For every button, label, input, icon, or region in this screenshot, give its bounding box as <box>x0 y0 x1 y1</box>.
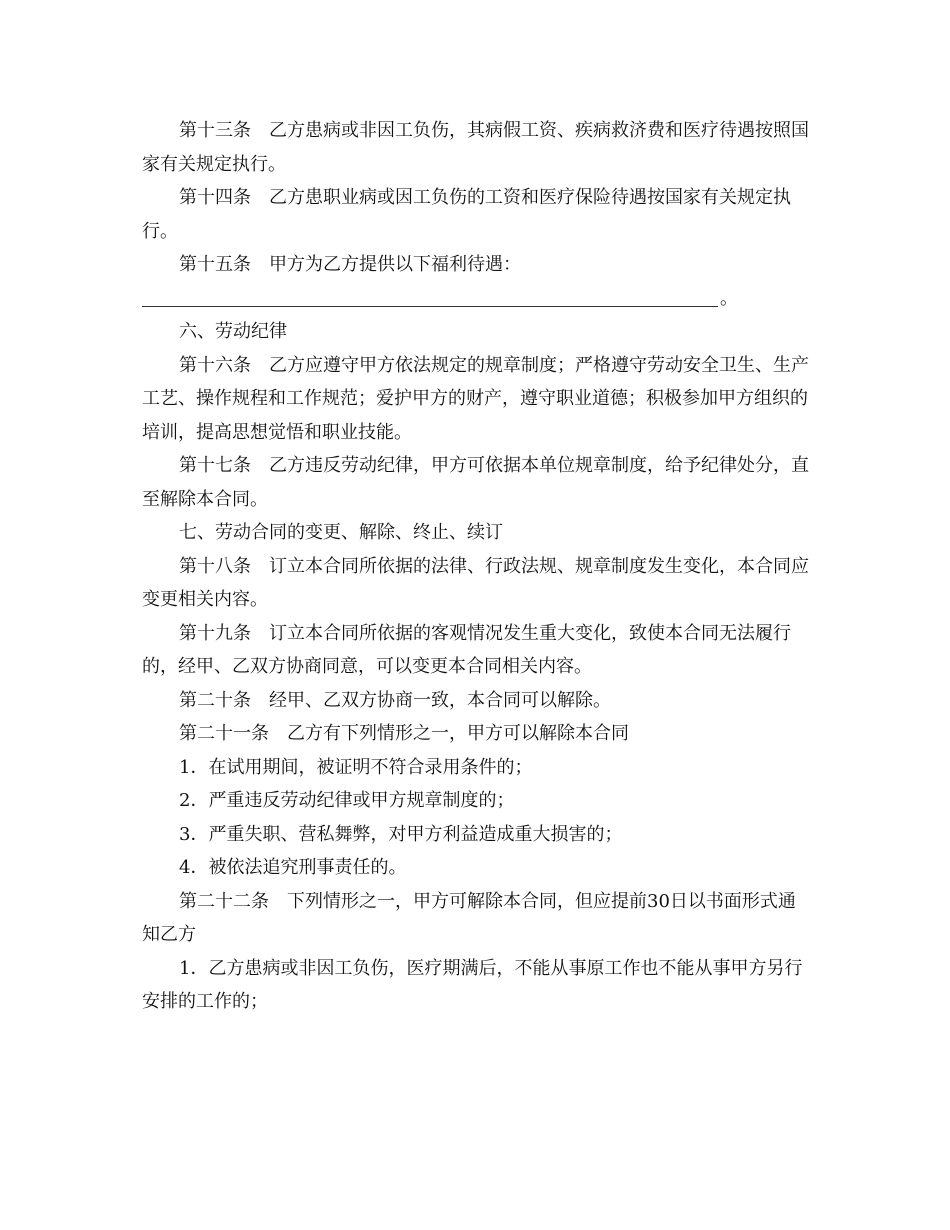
article-16 <box>142 349 812 450</box>
article-22 <box>142 885 812 952</box>
article-15-text: 甲方为乙方提供以下福利待遇： <box>269 254 521 275</box>
section-7-heading: 七、劳动合同的变更、解除、终止、续订 <box>179 522 503 543</box>
article-21 <box>142 717 812 751</box>
article-19-heading: 第十九条 <box>179 622 251 644</box>
article-13 <box>142 114 812 181</box>
article-22-item-1: 1．乙方患病或非因工负伤，医疗期满后，不能从事原工作也不能从事甲方另行安排的工作的； <box>142 957 803 1012</box>
article-20 <box>142 684 812 718</box>
article-15 <box>142 248 812 282</box>
article-19-text: 订立本合同所依据的客观情况发生重大变化，致使本合同无法履行的，经甲、乙双方协商同意，可以变更本合同相关内容。 <box>142 622 791 677</box>
article-21-item-3: 3．严重失职、营私舞弊，对甲方利益造成重大损害的； <box>179 823 623 845</box>
article-14-text: 乙方患职业病或因工负伤的工资和医疗保险待遇按国家有关规定执行。 <box>142 187 791 242</box>
article-17-text: 乙方违反劳动纪律，甲方可依据本单位规章制度，给予纪律处分，直至解除本合同。 <box>142 455 809 510</box>
welfare-fill-in-line <box>142 282 812 316</box>
article-22-heading: 第二十二条 <box>179 890 269 912</box>
fill-in-underline <box>142 306 718 307</box>
document-body <box>142 114 812 1019</box>
article-18-text: 订立本合同所依据的法律、行政法规、规章制度发生变化，本合同应变更相关内容。 <box>142 555 809 610</box>
article-18 <box>142 550 812 617</box>
article-18-heading: 第十八条 <box>179 555 251 577</box>
article-14 <box>142 181 812 248</box>
fill-in-period: 。 <box>720 287 738 309</box>
article-16-text: 乙方应遵守甲方依法规定的规章制度；严格遵守劳动安全卫生、生产工艺、操作规程和工作规范；爱护甲方的财产，遵守职业道德；积极参加甲方组织的培训，提高思想觉悟和职业技能。 <box>142 354 809 443</box>
article-20-text: 经甲、乙双方协商一致，本合同可以解除。 <box>269 689 611 711</box>
article-22-text: 下列情形之一，甲方可解除本合同，但应提前30日以书面形式通知乙方 <box>142 890 796 945</box>
article-21-text: 乙方有下列情形之一，甲方可以解除本合同 <box>287 723 629 744</box>
article-16-heading: 第十六条 <box>179 354 251 376</box>
article-21-item-2: 2．严重违反劳动纪律或甲方规章制度的； <box>179 790 515 811</box>
article-13-text: 乙方患病或非因工负伤，其病假工资、疾病救济费和医疗待遇按照国家有关规定执行。 <box>142 120 809 175</box>
article-17-heading: 第十七条 <box>179 455 251 476</box>
article-17 <box>142 449 812 516</box>
article-21-heading: 第二十一条 <box>179 723 269 744</box>
article-19 <box>142 617 812 684</box>
article-21-item-4: 4．被依法追究刑事责任的。 <box>179 857 407 878</box>
article-21-item-1: 1．在试用期间，被证明不符合录用条件的； <box>179 756 533 778</box>
article-15-heading: 第十五条 <box>179 254 251 275</box>
section-6-heading: 六、劳动纪律 <box>179 321 287 342</box>
article-13-heading: 第十三条 <box>179 120 251 141</box>
article-14-heading: 第十四条 <box>179 187 251 208</box>
article-20-heading: 第二十条 <box>179 689 251 711</box>
